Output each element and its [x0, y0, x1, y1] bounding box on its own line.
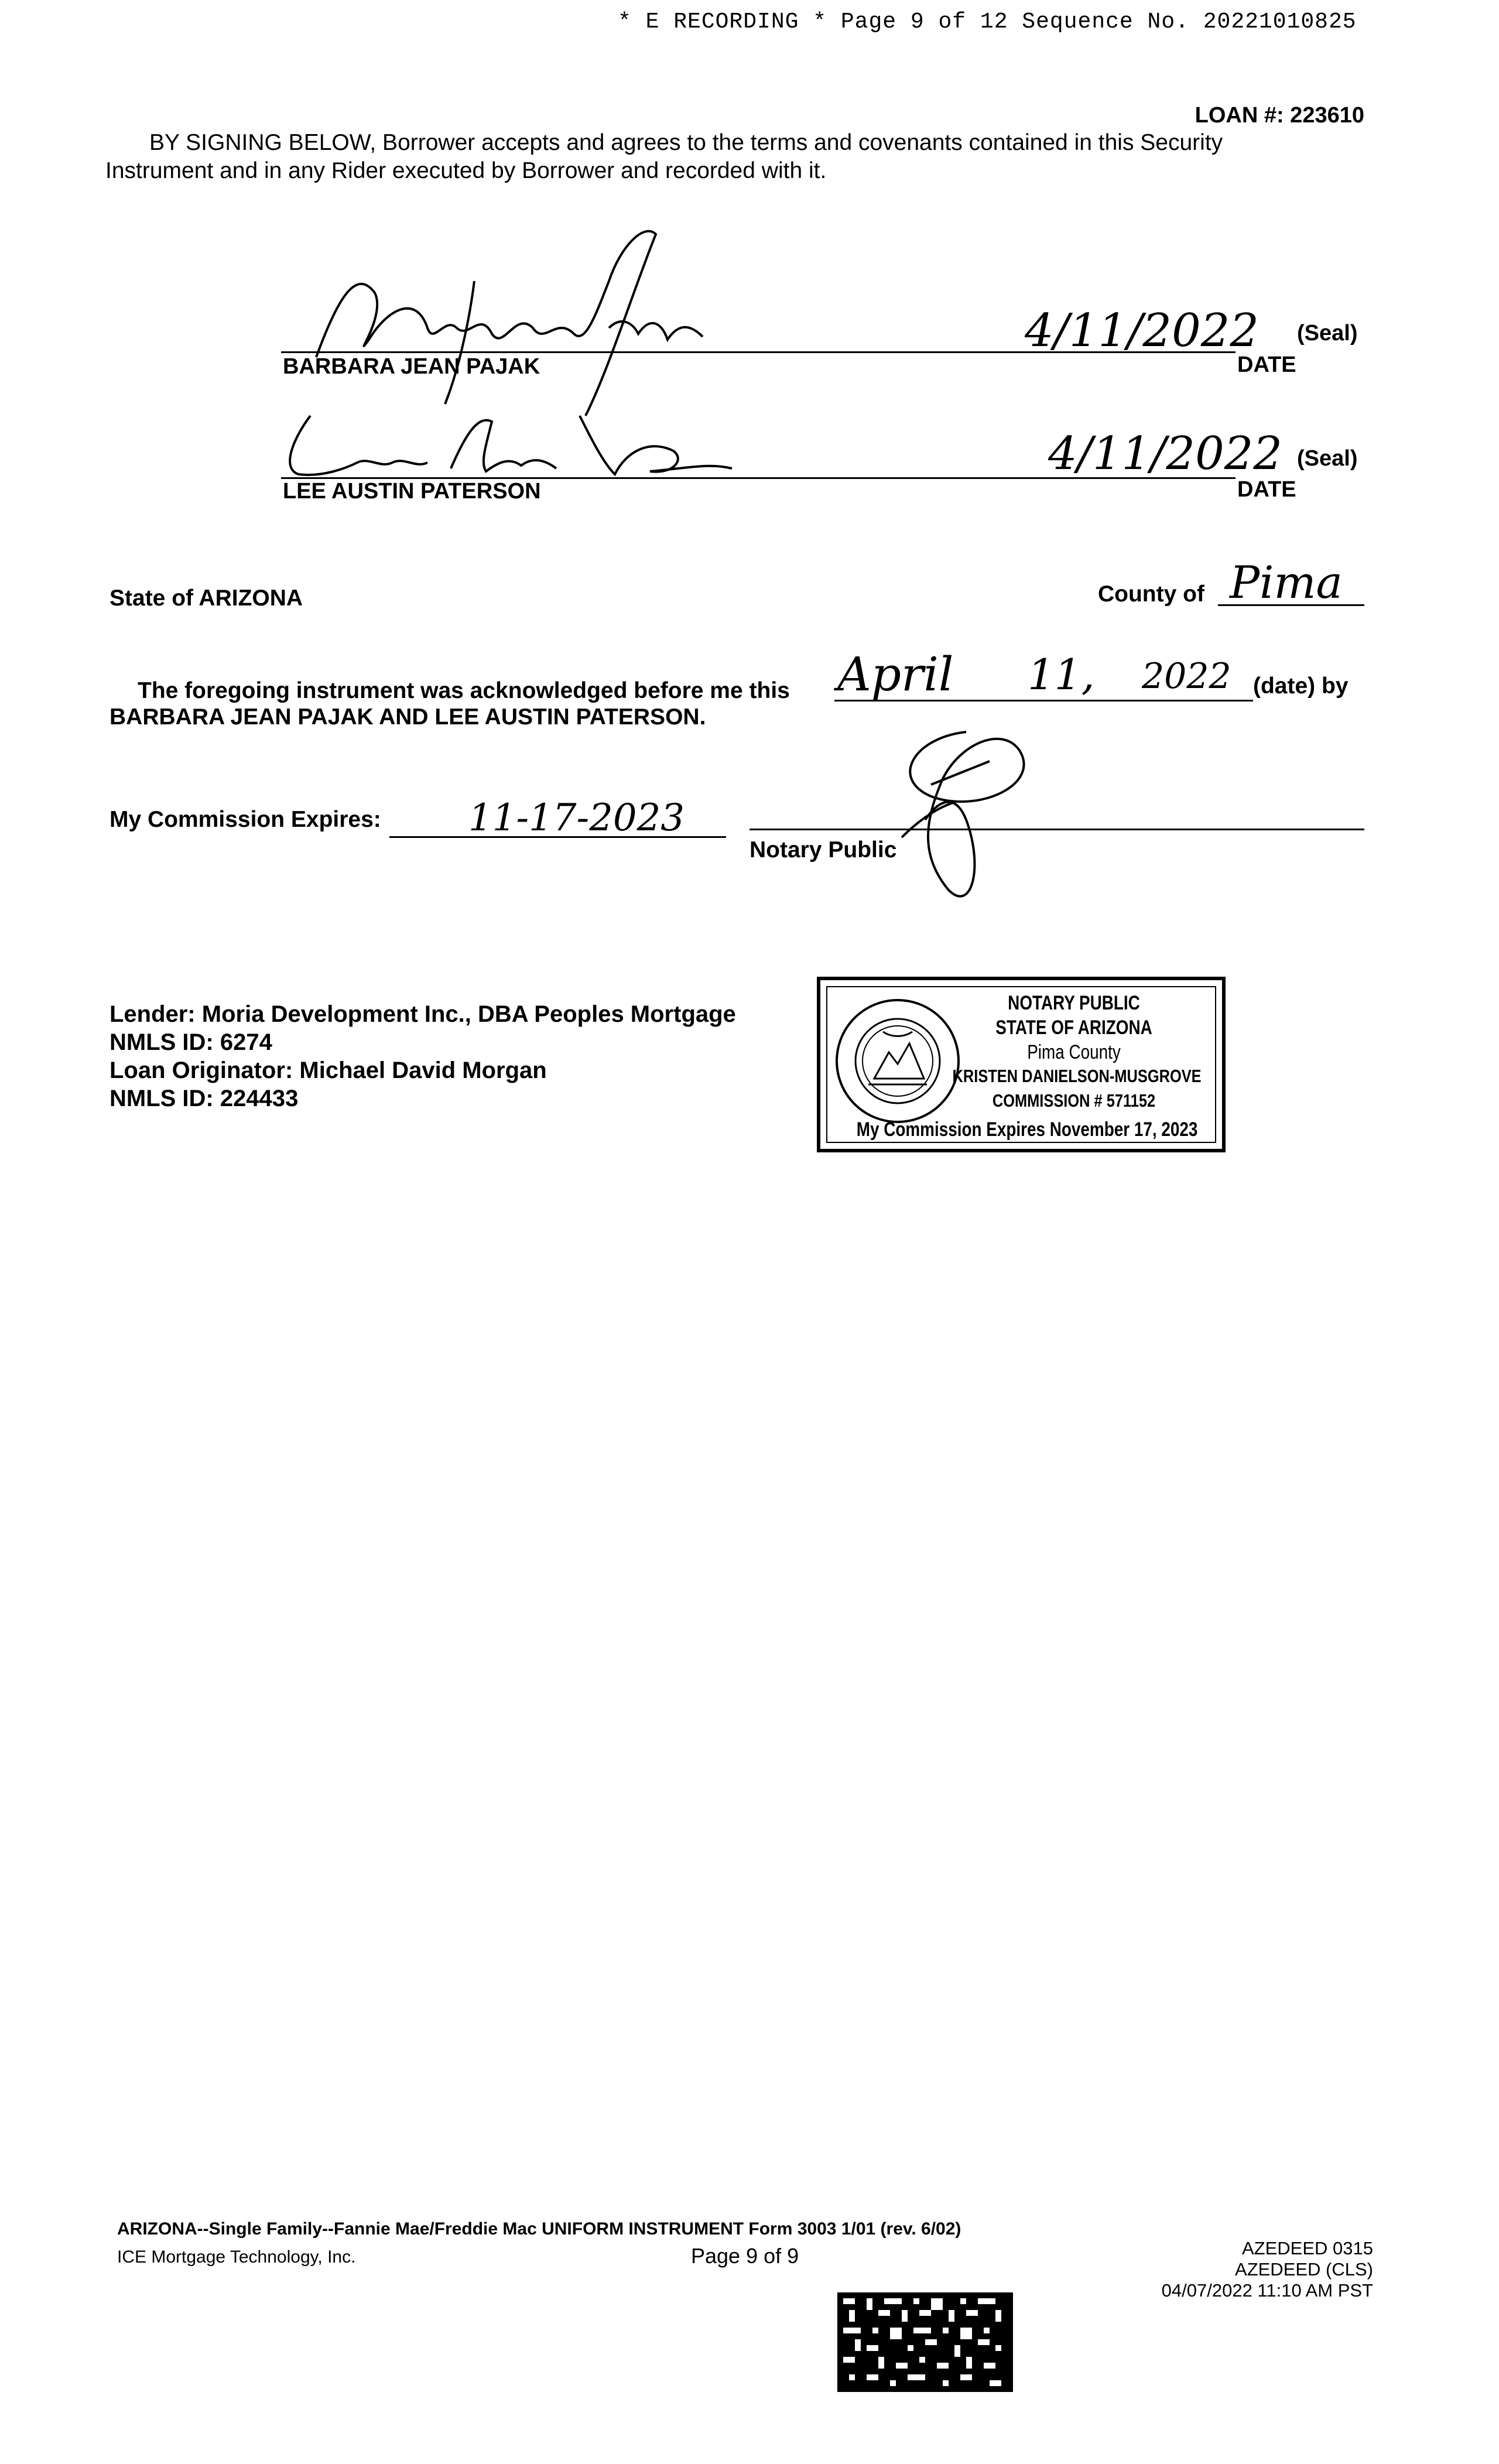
borrower-1-signature [281, 223, 750, 416]
county-handwritten: Pima [1230, 556, 1343, 608]
footer-code-2: AZEDEED (CLS) [1235, 2259, 1373, 2280]
commission-label: My Commission Expires: [109, 807, 381, 832]
loan-number: LOAN #: 223610 [1195, 103, 1364, 128]
acknowledgment-line-2: BARBARA JEAN PAJAK AND LEE AUSTIN PATERSON. [109, 704, 706, 730]
borrower-2-date-handwritten: 4/11/2022 [1048, 427, 1282, 480]
borrower-1-seal: (Seal) [1297, 321, 1358, 345]
borrower-1-name: BARBARA JEAN PAJAK [283, 354, 540, 379]
notary-signature [867, 726, 1054, 908]
stamp-line-2: STATE OF ARIZONA [995, 1017, 1152, 1039]
stamp-line-5: COMMISSION # 571152 [992, 1090, 1156, 1111]
state-label: State of ARIZONA [109, 586, 303, 611]
great-seal-icon [833, 997, 962, 1125]
lender-line-2: NMLS ID: 6274 [109, 1029, 272, 1055]
footer-page: Page 9 of 9 [691, 2244, 799, 2268]
footer-timestamp: 04/07/2022 11:10 AM PST [1161, 2280, 1373, 2301]
recording-header: * E RECORDING * Page 9 of 12 Sequence No. 20221010825 [618, 9, 1357, 35]
intro-line-2: Instrument and in any Rider executed by Borrower and recorded with it. [105, 158, 827, 183]
lender-line-3: Loan Originator: Michael David Morgan [109, 1058, 547, 1083]
lender-line-4: NMLS ID: 224433 [109, 1086, 299, 1111]
notary-stamp [817, 977, 1226, 1152]
footer-form-line-2: ICE Mortgage Technology, Inc. [117, 2247, 356, 2267]
footer-code-1: AZEDEED 0315 [1242, 2238, 1373, 2258]
acknowledgment-month-handwritten: April [837, 647, 954, 701]
acknowledgment-date-line [834, 700, 1253, 701]
acknowledgment-year-handwritten: 2022 [1142, 656, 1231, 697]
stamp-line-1: NOTARY PUBLIC [1008, 992, 1140, 1014]
2d-barcode-icon [837, 2292, 1013, 2392]
commission-line [389, 836, 726, 838]
stamp-line-6: My Commission Expires November 17, 2023 [856, 1118, 1198, 1141]
borrower-2-name: LEE AUSTIN PATERSON [283, 479, 541, 504]
borrower-2-date-label: DATE [1237, 477, 1296, 502]
footer-form-line-1: ARIZONA--Single Family--Fannie Mae/Freddie Mac UNIFORM INSTRUMENT Form 3003 1/01 (rev. 6/02) [117, 2219, 961, 2239]
notary-public-label: Notary Public [750, 837, 897, 863]
stamp-line-4: KRISTEN DANIELSON-MUSGROVE [952, 1066, 1202, 1086]
intro-line-1: BY SIGNING BELOW, Borrower accepts and agrees to the terms and covenants contained in this Security [149, 130, 1223, 155]
acknowledgment-line-1: The foregoing instrument was acknowledged before me this [138, 678, 790, 703]
notary-signature-line [750, 829, 1364, 830]
acknowledgment-day-handwritten: 11, [1028, 650, 1095, 699]
stamp-line-3: Pima County [1027, 1041, 1121, 1063]
county-label: County of [1098, 581, 1204, 607]
borrower-2-seal: (Seal) [1297, 446, 1358, 471]
lender-line-1: Lender: Moria Development Inc., DBA Peoples Mortgage [109, 1001, 736, 1027]
borrower-1-date-label: DATE [1237, 353, 1296, 377]
acknowledgment-date-suffix: (date) by [1253, 673, 1349, 699]
county-line [1218, 604, 1364, 606]
borrower-1-date-handwritten: 4/11/2022 [1025, 304, 1259, 357]
commission-handwritten: 11-17-2023 [468, 796, 685, 840]
